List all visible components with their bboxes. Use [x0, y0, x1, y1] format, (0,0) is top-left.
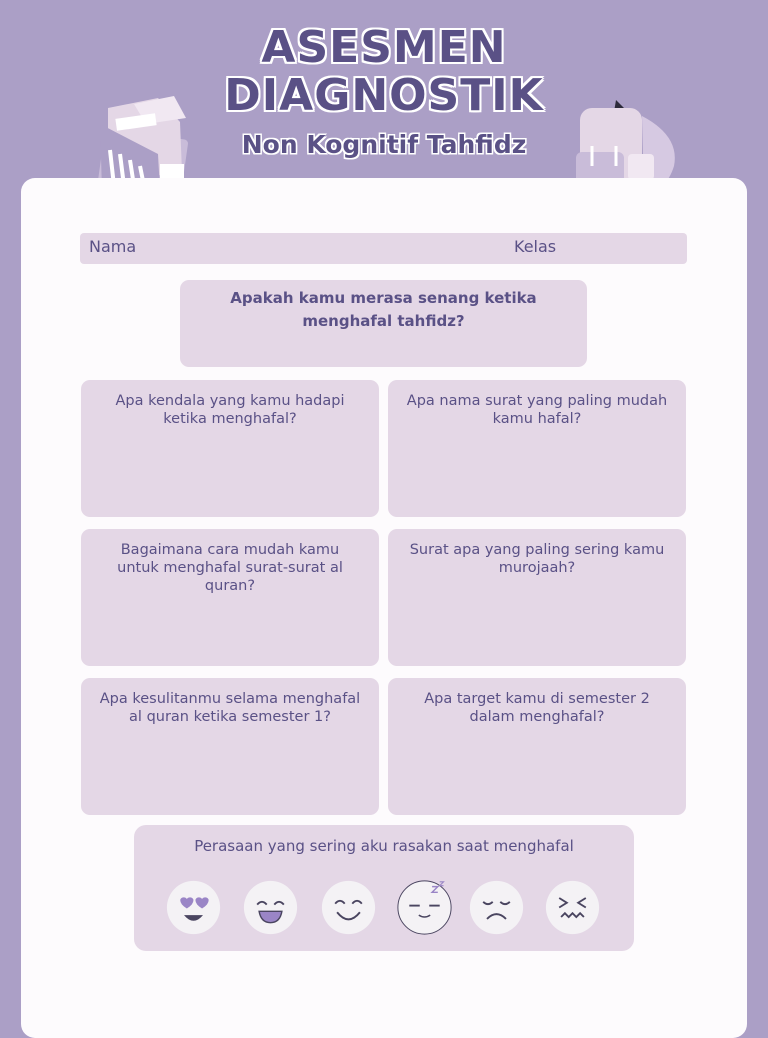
main-question-box[interactable] — [180, 280, 587, 367]
question-text: Apa nama surat yang paling mudah kamu hafal? — [406, 393, 668, 427]
question-box-5[interactable] — [81, 678, 379, 815]
question-text: Apa target kamu di semester 2 dalam menghafal? — [424, 691, 650, 725]
confounded-face-icon[interactable] — [544, 879, 601, 936]
title-line-2: DIAGNOSTIK — [224, 70, 544, 121]
heart-eyes-face-icon[interactable] — [165, 879, 222, 936]
title-line-1: ASESMEN — [261, 22, 507, 73]
sleepy-face-icon[interactable] — [396, 879, 453, 936]
question-box-2[interactable] — [388, 380, 686, 517]
question-box-4[interactable] — [388, 529, 686, 666]
question-text: Surat apa yang paling sering kamu murojaah? — [409, 542, 665, 576]
feelings-label: Perasaan yang sering aku rasakan saat menghafal — [194, 837, 574, 855]
question-box-1[interactable] — [81, 380, 379, 517]
question-text: Apa kesulitanmu selama menghafal al quran ketika semester 1? — [99, 691, 361, 725]
sad-face-icon[interactable] — [468, 879, 525, 936]
smiling-face-icon[interactable] — [320, 879, 377, 936]
name-label: Nama — [89, 237, 137, 256]
question-box-6[interactable] — [388, 678, 686, 815]
question-text: Bagaimana cara mudah kamu untuk menghafal surat-surat al quran? — [117, 542, 343, 594]
name-class-bar[interactable] — [80, 233, 687, 264]
main-question-text: Apakah kamu merasa senang ketika menghafal tahfidz? — [230, 289, 537, 330]
class-label: Kelas — [514, 237, 557, 256]
grinning-face-icon[interactable] — [242, 879, 299, 936]
question-box-3[interactable] — [81, 529, 379, 666]
subtitle: Non Kognitif Tahfidz — [241, 130, 527, 159]
question-text: Apa kendala yang kamu hadapi ketika menghafal? — [115, 393, 345, 427]
feelings-panel — [134, 825, 634, 951]
